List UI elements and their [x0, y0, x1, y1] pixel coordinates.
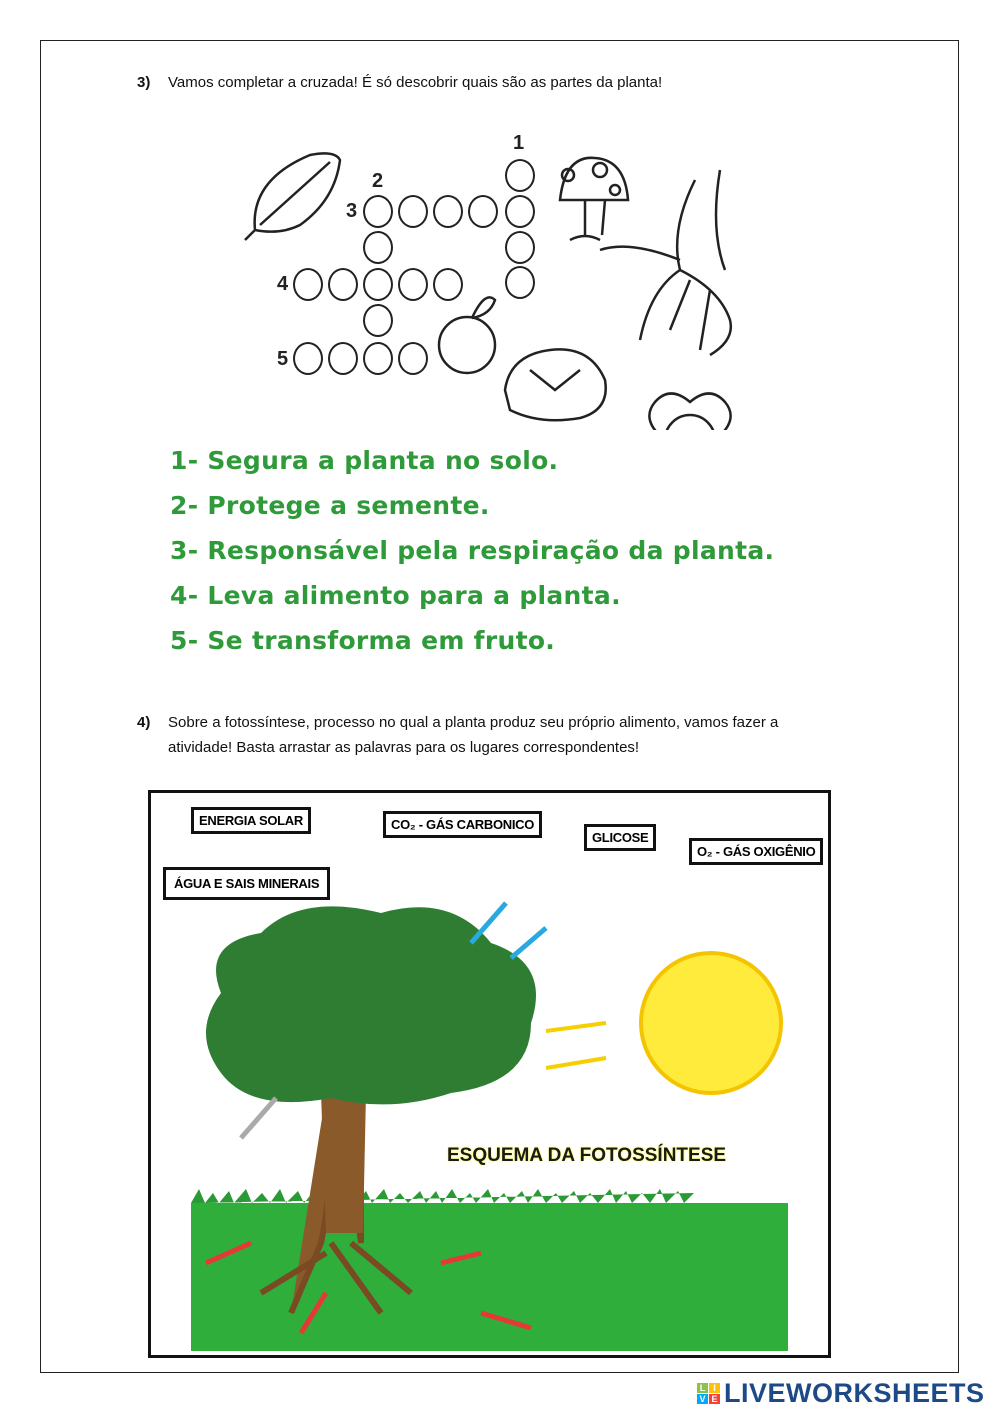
crossword-cell[interactable]	[293, 342, 323, 375]
word-box-co2[interactable]: CO₂ - GÁS CARBONICO	[383, 811, 542, 838]
crossword-cell[interactable]	[328, 342, 358, 375]
flower-bud-icon	[505, 349, 606, 420]
logo-letter: I	[709, 1383, 720, 1393]
question-number: 3)	[137, 74, 151, 91]
crossword-cell[interactable]	[363, 342, 393, 375]
brand-name: LIVEWORKSHEETS	[724, 1378, 985, 1408]
crossword-cell[interactable]	[433, 268, 463, 301]
word-box-agua-sais[interactable]: ÁGUA E SAIS MINERAIS	[163, 867, 330, 900]
crossword-cell[interactable]	[505, 195, 535, 228]
roots-icon	[600, 170, 731, 355]
crossword-cell[interactable]	[363, 231, 393, 264]
sun-icon	[641, 953, 781, 1093]
grass-ground	[191, 1203, 788, 1351]
crossword-label-2: 2	[372, 170, 384, 192]
question-text: Vamos completar a cruzada! É só descobrir quais são as partes da planta!	[168, 74, 663, 91]
crossword-cell[interactable]	[468, 195, 498, 228]
crossword-cell[interactable]	[398, 268, 428, 301]
crossword-cell[interactable]	[398, 342, 428, 375]
liveworksheets-logo	[697, 1378, 985, 1409]
crossword-cell[interactable]	[363, 195, 393, 228]
sunlight-arrows	[546, 1023, 606, 1068]
co2-arrow	[241, 1098, 276, 1138]
tree-canopy	[206, 906, 536, 1104]
crossword-cell[interactable]	[363, 268, 393, 301]
fruit-icon	[439, 317, 495, 373]
crossword-cell[interactable]	[293, 268, 323, 301]
logo-letter: E	[709, 1394, 720, 1404]
clue-4: 4- Leva alimento para a planta.	[170, 581, 621, 610]
leaf-icon	[245, 153, 340, 240]
logo-letter: V	[697, 1394, 708, 1404]
crossword-cell[interactable]	[363, 304, 393, 337]
question-4	[137, 710, 778, 760]
crossword-label-5: 5	[277, 348, 289, 370]
crossword-cell[interactable]	[505, 159, 535, 192]
crossword-cell[interactable]	[398, 195, 428, 228]
clue-2: 2- Protege a semente.	[170, 491, 490, 520]
crossword-cell[interactable]	[505, 231, 535, 264]
logo-icon	[697, 1383, 720, 1404]
word-box-energia-solar[interactable]: ENERGIA SOLAR	[191, 807, 311, 834]
word-box-glicose[interactable]: GLICOSE	[584, 824, 656, 851]
word-box-o2[interactable]: O₂ - GÁS OXIGÊNIO	[689, 838, 823, 865]
crossword-label-4: 4	[277, 273, 289, 295]
crossword-label-3: 3	[346, 200, 358, 222]
question-text-line2: atividade! Basta arrastar as palavras para os lugares correspondentes!	[168, 739, 640, 756]
crossword-cell[interactable]	[328, 268, 358, 301]
photosynthesis-diagram	[148, 790, 831, 1358]
clue-1: 1- Segura a planta no solo.	[170, 446, 559, 475]
question-3	[137, 70, 662, 95]
question-text-line1: Sobre a fotossíntese, processo no qual a planta produz seu próprio alimento, vamos fazer a	[168, 714, 779, 731]
crossword-cell[interactable]	[505, 266, 535, 299]
clue-5: 5- Se transforma em fruto.	[170, 626, 556, 655]
diagram-title: ESQUEMA DA FOTOSSÍNTESE	[447, 1145, 727, 1166]
flower-icon	[665, 415, 715, 430]
question-number: 4)	[137, 714, 151, 731]
clue-3: 3- Responsável pela respiração da planta.	[170, 536, 775, 565]
crossword-label-1: 1	[513, 132, 525, 154]
crossword-cell[interactable]	[433, 195, 463, 228]
logo-letter: L	[697, 1383, 708, 1393]
